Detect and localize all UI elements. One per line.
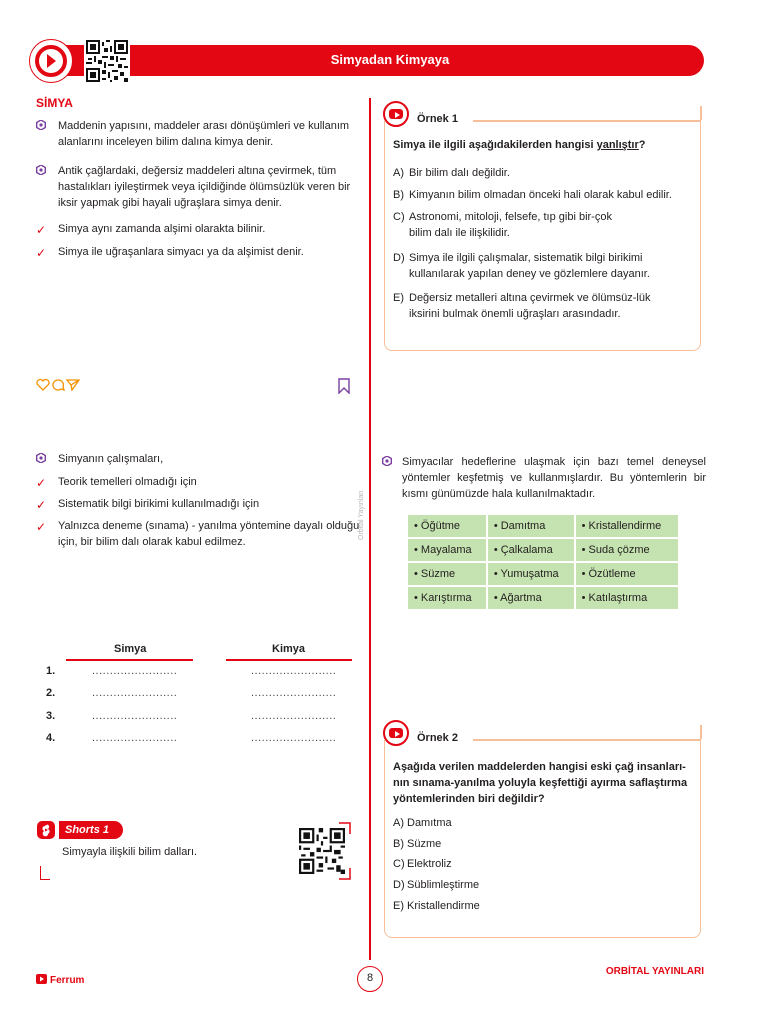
method-cell: • Çalkalama — [488, 539, 574, 561]
question-text: Simya ile ilgili aşağıdakilerden hangisi yanlıştır? — [393, 139, 646, 151]
answer-option[interactable]: E) Kristallendirme — [393, 900, 480, 912]
info-bullet: Simyacılar hedeflerine ulaşmak için bazı temel deneysel yöntemler keşfetmiş ve kullanmışlardır. Bu yöntemlerin bir kısmı günümüzde hala kullanılmaktadır. — [380, 454, 706, 502]
method-cell: • Yumuşatma — [488, 563, 574, 585]
answer-option[interactable]: C) Elektroliz — [393, 858, 452, 870]
table-row — [408, 539, 678, 561]
checkmark-icon: ✓ — [36, 223, 47, 237]
question-text: Aşağıda verilen maddelerden hangisi eski çağ insanları-nın sınama-yanılma yoluyla keşfettiği ayırma saflaştırma yöntemlerinden biri değildir? — [393, 761, 688, 805]
table-row — [408, 515, 678, 537]
answer-option[interactable]: E) Değersiz metalleri altına çevirmek ve ölümsüz-lük iksirini bulmak önemli uğraşları arasındadır. — [393, 292, 651, 320]
info-bullet: Antik çağlardaki, değersiz maddeleri altına çevirmek, tüm hastalıkları iyileştirmek veya içildiğinde ölümsüzlük veren bir iksir yapmak gibi hayali uğraşlara simya denir. — [36, 163, 361, 211]
answer-option[interactable]: D) Simya ile ilgili çalışmalar, sistematik bilgi birikimi kullanılarak yapılan deney ve gözlemlere dayanır. — [393, 252, 650, 280]
answer-option[interactable]: B) Kimyanın bilim olmadan önceki hali olarak kabul edilir. — [393, 189, 672, 201]
page-number: 8 — [357, 966, 383, 992]
table-header-simya: Simya — [114, 643, 147, 655]
play-icon[interactable] — [30, 40, 72, 82]
side-watermark: Orbital Yayınları — [358, 490, 365, 540]
info-bullet: ✓ Simya aynı zamanda alşimi olarakta bilinir. — [36, 223, 266, 237]
method-cell: • Damıtma — [488, 515, 574, 537]
method-cell: • Suda çözme — [576, 539, 678, 561]
table-row: 4. ........................ ........................ — [46, 732, 337, 744]
table-header-rule — [66, 659, 193, 661]
example-label: Örnek 2 — [417, 732, 458, 744]
table-header-kimya: Kimya — [272, 643, 306, 655]
qr-code-icon[interactable] — [299, 828, 345, 874]
checkmark-icon: ✓ — [36, 498, 47, 512]
page-title: Simyadan Kimyaya — [330, 52, 450, 67]
column-divider — [369, 98, 371, 960]
methods-table — [406, 513, 680, 611]
info-bullet: ✓ Sistematik bilgi birikimi kullanılmadığı için — [36, 498, 260, 512]
blank-field[interactable]: ........................ — [251, 710, 337, 722]
info-bullet: Simyanın çalışmaları, — [36, 451, 361, 467]
blank-field[interactable]: ........................ — [92, 687, 178, 699]
checkmark-icon: ✓ — [36, 520, 47, 534]
corner-bracket — [40, 866, 50, 880]
blank-field[interactable]: ........................ — [251, 732, 337, 744]
answer-option[interactable]: A) Bir bilim dalı değildir. — [393, 167, 510, 179]
answer-option[interactable]: A) Damıtma — [393, 817, 452, 829]
hexagon-bullet-icon — [36, 165, 47, 176]
checkmark-icon: ✓ — [36, 476, 47, 490]
method-cell: • Süzme — [408, 563, 486, 585]
qr-code-icon[interactable] — [84, 38, 130, 84]
shorts-badge[interactable]: Shorts 1 — [59, 821, 123, 839]
table-row — [408, 587, 678, 609]
info-bullet: ✓ Yalnızca deneme (sınama) - yanılma yöntemine dayalı olduğu için, bir bilim dalı olarak kabul edilmez. — [36, 520, 360, 548]
answer-option[interactable]: D) Süblimleştirme — [393, 879, 480, 891]
hexagon-bullet-icon — [382, 456, 392, 466]
method-cell: • Katılaştırma — [576, 587, 678, 609]
ferrum-logo — [36, 972, 96, 989]
method-cell: • Ağartma — [488, 587, 574, 609]
svg-text:Ferrum: Ferrum — [50, 975, 85, 986]
method-cell: • Özütleme — [576, 563, 678, 585]
answer-option[interactable]: B) Süzme — [393, 838, 442, 850]
method-cell: • Karıştırma — [408, 587, 486, 609]
hexagon-bullet-icon — [36, 453, 47, 464]
social-icons — [36, 378, 80, 395]
shorts-description: Simyayla ilişkili bilim dalları. — [62, 846, 198, 858]
table-row — [408, 563, 678, 585]
bookmark-icon[interactable] — [337, 378, 351, 397]
table-header-rule — [226, 659, 352, 661]
blank-field[interactable]: ........................ — [92, 710, 178, 722]
example-label: Örnek 1 — [417, 113, 458, 125]
blank-field[interactable]: ........................ — [251, 665, 337, 677]
blank-field[interactable]: ........................ — [251, 687, 337, 699]
table-row: 3. ........................ ........................ — [46, 710, 337, 722]
method-cell: • Kristallendirme — [576, 515, 678, 537]
checkmark-icon: ✓ — [36, 246, 47, 260]
section-title: SİMYA — [36, 96, 73, 110]
blank-field[interactable]: ........................ — [92, 665, 178, 677]
method-cell: • Mayalama — [408, 539, 486, 561]
method-cell: • Öğütme — [408, 515, 486, 537]
shorts-icon[interactable] — [37, 821, 55, 839]
hexagon-bullet-icon — [36, 120, 47, 131]
info-bullet: ✓ Teorik temelleri olmadığı için — [36, 476, 197, 490]
info-bullet: Maddenin yapısını, maddeler arası dönüşümleri ve kullanım alanlarını inceleyen bilim dalına kimya denir. — [36, 118, 361, 150]
blank-field[interactable]: ........................ — [92, 732, 178, 744]
info-bullet: ✓ Simya ile uğraşanlara simyacı ya da alşimist denir. — [36, 246, 304, 260]
table-row: 1. ........................ ........................ — [46, 665, 337, 677]
table-row: 2. ........................ ........................ — [46, 687, 337, 699]
answer-option[interactable]: C) Astronomi, mitoloji, felsefe, tıp gibi bir-çok bilim dalı ile ilişkilidir. — [393, 211, 612, 239]
publisher-name: ORBİTAL YAYINLARI — [605, 966, 704, 977]
